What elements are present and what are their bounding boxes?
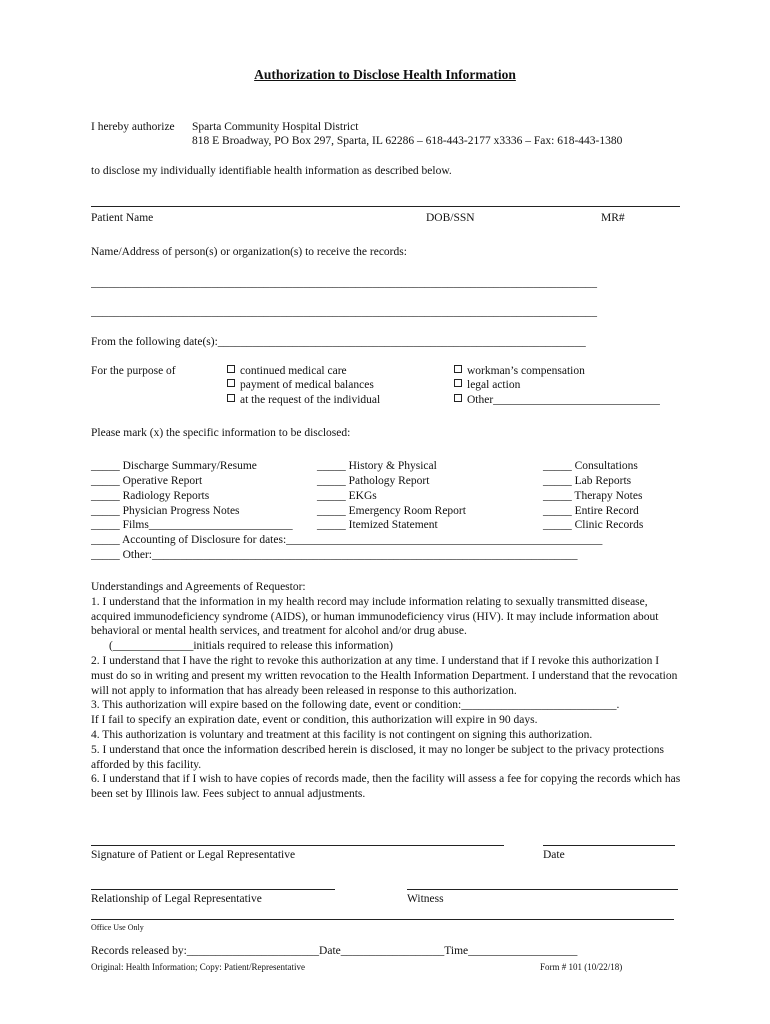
info-lab-reports[interactable]: _____ Lab Reports (543, 475, 632, 487)
checkbox-icon[interactable] (227, 365, 235, 373)
document-title: Authorization to Disclose Health Information (254, 67, 516, 82)
date-label: Date (543, 849, 565, 861)
purpose-legal-action[interactable]: legal action (454, 378, 520, 392)
info-physician-progress-notes[interactable]: _____ Physician Progress Notes (91, 505, 240, 517)
date-line[interactable] (543, 845, 675, 846)
checkbox-icon[interactable] (454, 379, 462, 387)
initials-field[interactable]: (______________initials required to release this information) (109, 640, 393, 653)
dates-field[interactable]: From the following date(s):________________________________________________________________ (91, 336, 586, 348)
signature-label: Signature of Patient or Legal Representative (91, 849, 296, 861)
checkbox-icon[interactable] (227, 394, 235, 402)
understanding-4: 4. This authorization is voluntary and treatment at this facility is not contingent on signing this authorization. (91, 728, 593, 741)
facility-name: Sparta Community Hospital District (192, 121, 359, 133)
understanding-5: 5. I understand that once the information described herein is disclosed, it may no longer be subject to the privacy protections afforded by this facility. (91, 743, 664, 771)
form-number: Form # 101 (10/22/18) (540, 962, 623, 972)
dob-ssn-label: DOB/SSN (426, 212, 475, 224)
disclose-statement: to disclose my individually identifiable health information as described below. (91, 165, 452, 177)
purpose-continued-care[interactable]: continued medical care (227, 364, 347, 378)
office-use-label: Office Use Only (91, 923, 144, 932)
info-history-physical[interactable]: _____ History & Physical (317, 460, 437, 472)
witness-line[interactable] (407, 889, 678, 890)
checkbox-icon[interactable] (454, 365, 462, 373)
understanding-1: 1. I understand that the information in my health record may include information relating to sexually transmitted disease, acquired immunodeficiency syndrome (AIDS), or human immunodeficiency virus (HIV). It may include information about behavioral or mental health services, and treatment for alcohol and/or drug abuse. (91, 595, 659, 638)
info-operative-report[interactable]: _____ Operative Report (91, 475, 203, 487)
info-films[interactable]: _____ Films_________________________ (91, 519, 293, 531)
info-pathology-report[interactable]: _____ Pathology Report (317, 475, 430, 487)
info-itemized-statement[interactable]: _____ Itemized Statement (317, 519, 438, 531)
info-radiology-reports[interactable]: _____ Radiology Reports (91, 490, 210, 502)
understanding-3[interactable]: 3. This authorization will expire based on the following date, event or condition:___________________________. (91, 699, 620, 712)
info-consultations[interactable]: _____ Consultations (543, 460, 638, 472)
info-emergency-room-report[interactable]: _____ Emergency Room Report (317, 505, 466, 517)
purpose-other[interactable]: Other_____________________________ (454, 393, 660, 407)
authorize-label: I hereby authorize (91, 121, 175, 133)
recipient-label: Name/Address of person(s) or organization(s) to receive the records: (91, 246, 407, 258)
purpose-workmans-comp[interactable]: workman’s compensation (454, 364, 585, 378)
info-accounting-of-disclosure[interactable]: _____ Accounting of Disclosure for dates:_______________________________________________________ (91, 534, 603, 546)
signature-line[interactable] (91, 845, 504, 846)
info-clinic-records[interactable]: _____ Clinic Records (543, 519, 644, 531)
checkbox-icon[interactable] (227, 379, 235, 387)
understandings-heading: Understandings and Agreements of Requestor: (91, 581, 306, 593)
relationship-label: Relationship of Legal Representative (91, 893, 262, 905)
records-released-field[interactable]: Records released by:_______________________Date__________________Time___________________ (91, 945, 578, 957)
mr-number-label: MR# (601, 212, 625, 224)
witness-label: Witness (407, 893, 444, 905)
recipient-line-2[interactable]: ________________________________________________________________________________________ (91, 306, 597, 318)
understandings-section (91, 580, 681, 802)
understanding-3-default: If I fail to specify an expiration date, event or condition, this authorization will expire in 90 days. (91, 714, 538, 727)
info-other[interactable]: _____ Other:__________________________________________________________________________ (91, 549, 578, 561)
purpose-request-individual[interactable]: at the request of the individual (227, 393, 380, 407)
purpose-payment[interactable]: payment of medical balances (227, 378, 374, 392)
understanding-6: 6. I understand that if I wish to have copies of records made, then the facility will assess a fee for copying the records which has been set by Illinois law. Fees subject to annual adjustments. (91, 773, 681, 801)
info-entire-record[interactable]: _____ Entire Record (543, 505, 639, 517)
specific-info-label: Please mark (x) the specific information to be disclosed: (91, 427, 351, 439)
purpose-label: For the purpose of (91, 365, 176, 377)
facility-address: 818 E Broadway, PO Box 297, Sparta, IL 62286 – 618-443-2177 x3336 – Fax: 618-443-1380 (192, 135, 623, 147)
patient-info-line[interactable] (91, 206, 680, 207)
relationship-line[interactable] (91, 889, 335, 890)
patient-name-label: Patient Name (91, 212, 154, 224)
info-discharge-summary[interactable]: _____ Discharge Summary/Resume (91, 460, 257, 472)
office-use-divider (91, 919, 674, 920)
understanding-2: 2. I understand that I have the right to revoke this authorization at any time. I understand that if I revoke this authorization I must do so in writing and present my written revocation to the Health Information Department. I understand that the revocation will not apply to information that has already been released in response to this authorization. (91, 654, 678, 697)
info-therapy-notes[interactable]: _____ Therapy Notes (543, 490, 643, 502)
recipient-line-1[interactable]: ________________________________________________________________________________________ (91, 277, 597, 289)
checkbox-icon[interactable] (454, 394, 462, 402)
info-ekgs[interactable]: _____ EKGs (317, 490, 377, 502)
footer-distribution: Original: Health Information; Copy: Patient/Representative (91, 962, 305, 972)
